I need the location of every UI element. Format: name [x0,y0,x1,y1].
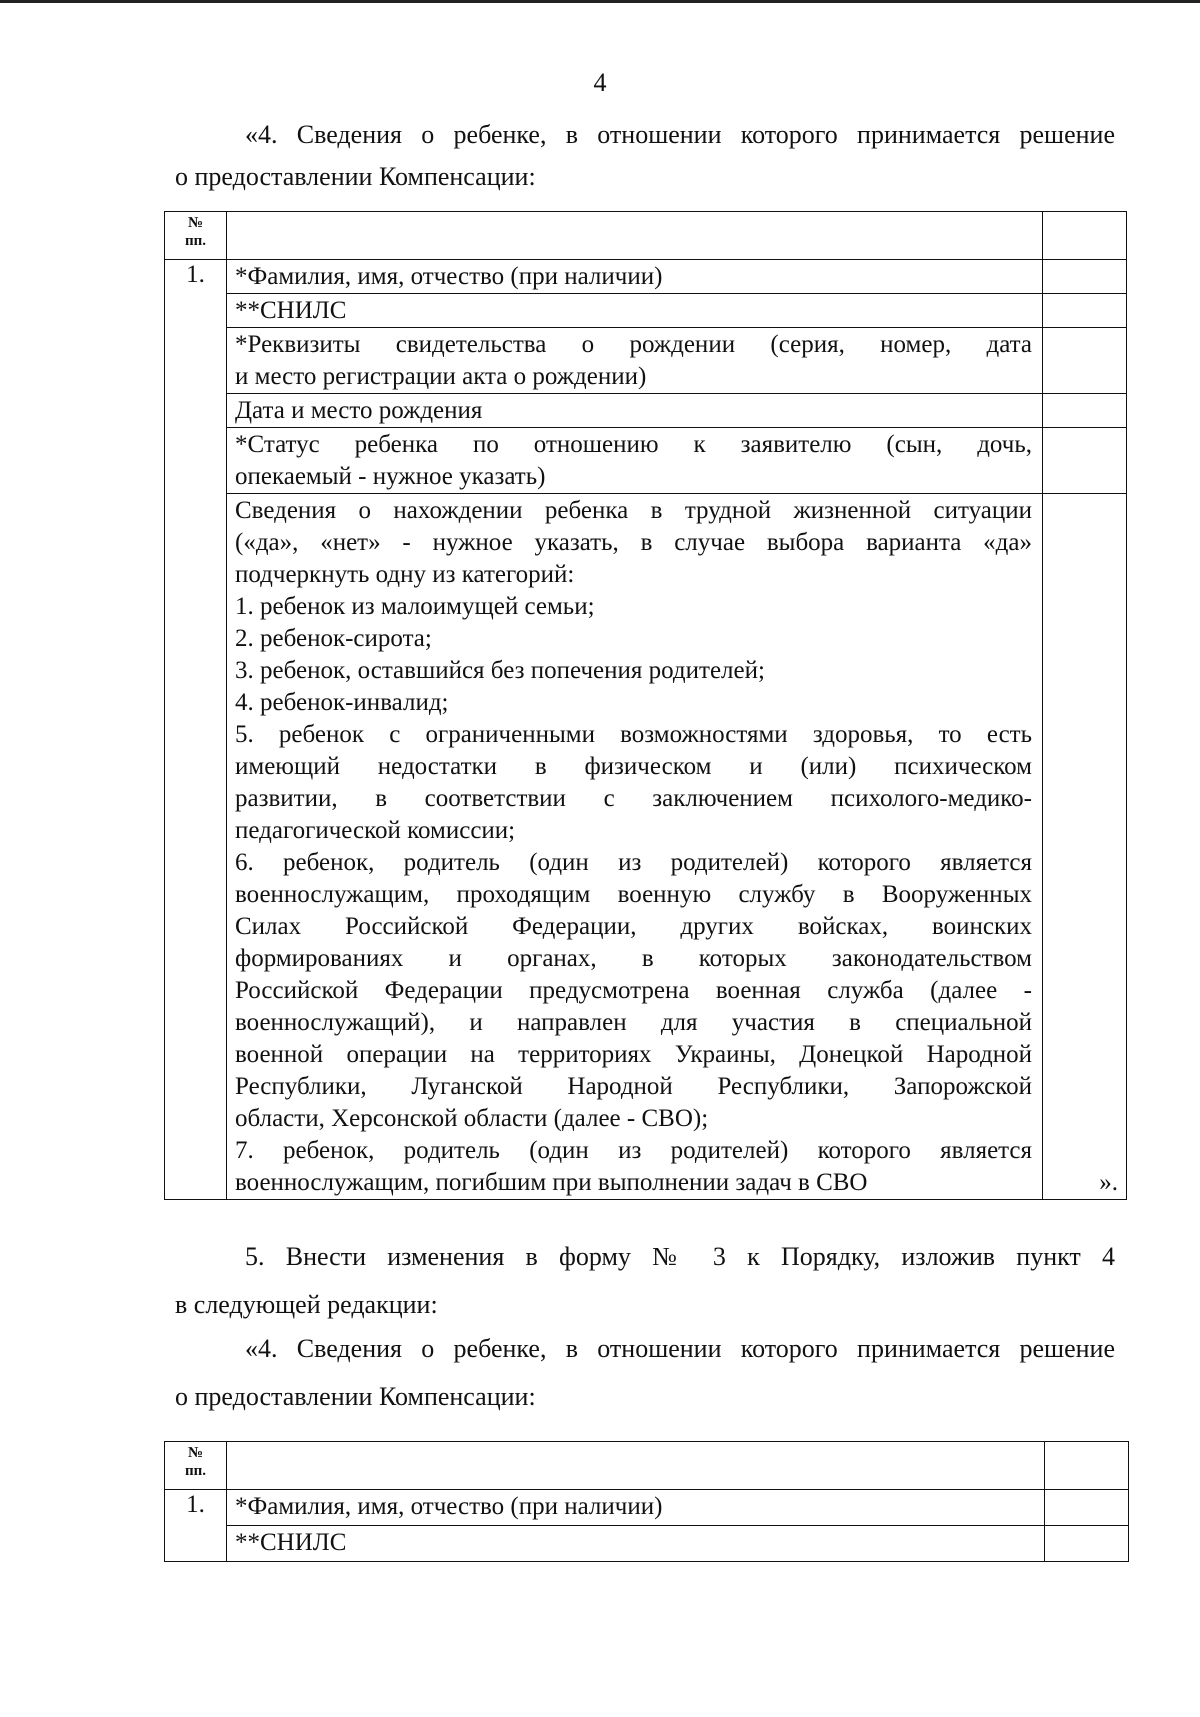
item5-line-2: в следующей редакции: [175,1290,438,1319]
table-row [165,428,1127,494]
value-full-name [1043,260,1127,294]
header-number-sign: № [187,1445,204,1461]
value-child-status [1043,428,1127,494]
header-number-abbr: пп. [184,233,207,249]
row-child-status: *Статус ребенка по отношению к заявителю (сын, дочь, опекаемый - нужное указать) [227,428,1043,494]
table-row [165,1526,1129,1562]
intro2-line-2: о предоставлении Компенсации: [175,1382,536,1411]
value-snils [1043,294,1127,328]
table-row [165,494,1127,1200]
header-number-abbr: пп. [184,1463,207,1479]
row-snils: **СНИЛС [227,294,1043,328]
closing-quote-mark: ». [1043,494,1127,1200]
header-name-cell [227,1442,1045,1490]
child-info-table [164,211,1127,1200]
value-snils [1045,1526,1129,1562]
row-full-name: *Фамилия, имя, отчество (при наличии) [227,260,1043,294]
page-top-border [0,0,1200,3]
row-number-cell: 1. [165,1490,227,1562]
intro-line-1: «4. Сведения о ребенке, в отношении которого принимается решение [245,120,1115,149]
section4-intro-paragraph-2 [175,1332,1115,1414]
header-name-cell [227,212,1043,260]
item5-paragraph [175,1238,1115,1322]
child-info-table-2 [164,1441,1129,1562]
value-birth-date-place [1043,394,1127,428]
value-birth-certificate [1043,328,1127,394]
intro-line-2: о предоставлении Компенсации: [175,162,536,191]
header-number-sign: № [187,215,204,231]
table-row [165,294,1127,328]
table-row [165,1490,1129,1526]
header-number-cell [165,212,227,260]
section4-intro-paragraph [175,118,1115,194]
row-birth-date-place: Дата и место рождения [227,394,1043,428]
table-header-row [165,212,1127,260]
table-row [165,328,1127,394]
value-full-name [1045,1490,1129,1526]
page-number: 4 [593,68,607,97]
intro2-line-1: «4. Сведения о ребенке, в отношении которого принимается решение [245,1334,1115,1363]
header-value-cell [1045,1442,1129,1490]
row-snils: **СНИЛС [227,1526,1045,1562]
table-row [165,394,1127,428]
table-row [165,260,1127,294]
header-value-cell [1043,212,1127,260]
row-number-cell: 1. [165,260,227,1200]
row-full-name: *Фамилия, имя, отчество (при наличии) [227,1490,1045,1526]
header-number-cell [165,1442,227,1490]
row-difficult-situation: Сведения о нахождении ребенка в трудной жизненной ситуации («да», «нет» - нужное указать, в случае выбора варианта «да» подчеркнуть одну из категорий: 1. ребенок из малоимущей семьи; 2. ребенок-сирота; 3. ребенок, оставшийся без попечения родителей; 4. ребенок-инвалид; 5. ребенок с ограниченными возможностями здоровья, то есть имеющий недостатки в физическом и (или) психическом развитии, в соответствии с заключением психолого-медико- педагогической комиссии; 6. ребенок, родитель (один из родителей) которого является военнослужащим, проходящим военную службу в Вооруженных Силах Российской Федерации, других войсках, воинских формированиях и органах, в которых законодательством Российской Федерации предусмотрена военная служба (далее - военнослужащий), и направлен для участия в специальной военной операции на территориях Украины, Донецкой Народной Республики, Луганской Народной Республики, Запорожской области, Херсонской области (далее - СВО); 7. ребенок, родитель (один из родителей) которого является военнослужащим, погибшим при выполнении задач в СВО [227,494,1043,1200]
table-header-row [165,1442,1129,1490]
item5-line-1: 5. Внести изменения в форму № 3 к Порядку, изложив пункт 4 [245,1242,1115,1271]
row-birth-certificate: *Реквизиты свидетельства о рождении (серия, номер, дата и место регистрации акта о рождении) [227,328,1043,394]
